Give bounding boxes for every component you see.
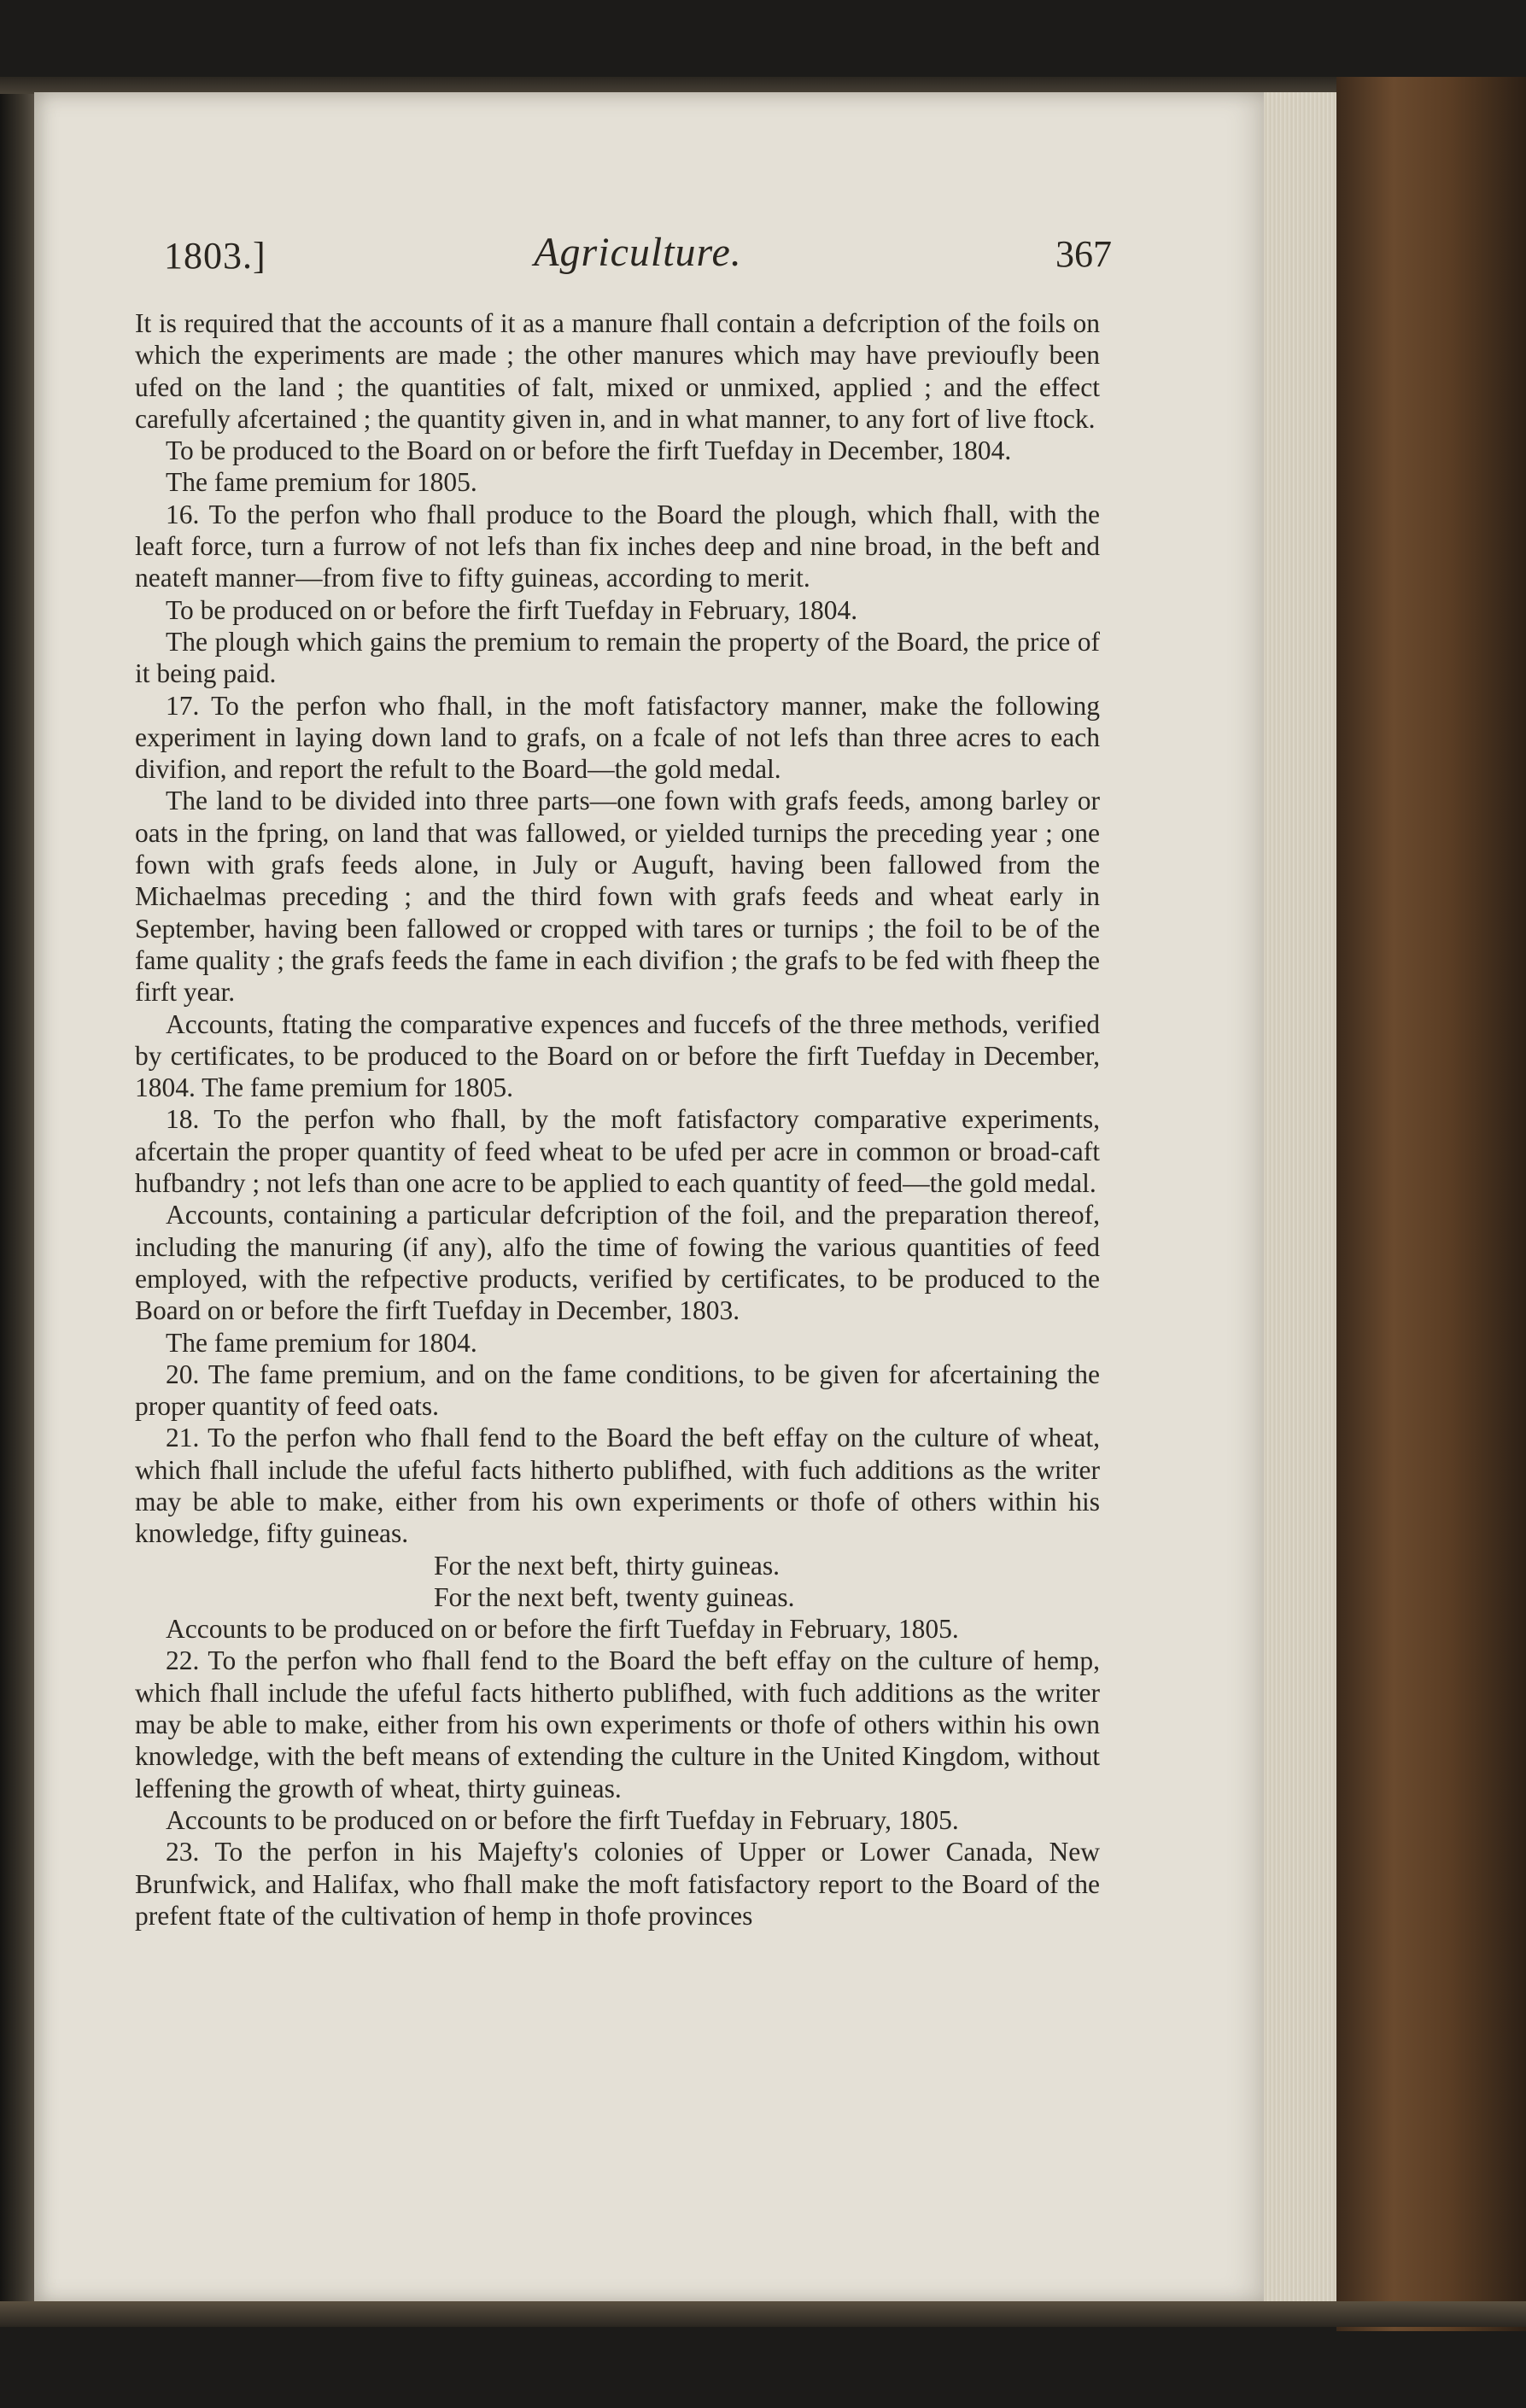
- paragraph-manure-accounts: It is required that the accounts of it as a manure fhall contain a defcription of the foils on which the experiments are made ; the other manures which may have previoufly been ufed on the land ; the quantities of falt, mixed or unmixed, applied ; and the effect carefully afcertained ; the quantity given in, and in what manner, to any fort of live ftock.: [135, 308, 1100, 434]
- paragraph: Accounts to be produced on or before the firft Tuefday in February, 1805.: [166, 1614, 959, 1645]
- paragraph: The plough which gains the premium to remain the property of the Board, the price of it being paid.: [135, 626, 1100, 689]
- page-edges: [1264, 92, 1336, 2304]
- header-title: Agriculture.: [534, 230, 742, 275]
- book-cover-right: [1336, 77, 1526, 2331]
- paragraph: The fame premium for 1805.: [166, 467, 477, 498]
- paragraph-second-prize: For the next beft, thirty guineas.: [434, 1550, 781, 1581]
- paragraph: Accounts to be produced on or before the firft Tuefday in February, 1805.: [166, 1804, 959, 1835]
- paragraph-premium-20: 20. The fame premium, and on the fame conditions, to be given for afcertaining the proper quantity of feed oats.: [135, 1359, 1100, 1422]
- running-header: [164, 229, 1112, 289]
- paragraph-premium-16: 16. To the perfon who fhall produce to the Board the plough, which fhall, with the leaft force, turn a furrow of not lefs than fix inches deep and nine broad, in the beft and neateft manner—from five to fifty guineas, according to merit.: [135, 499, 1100, 593]
- paragraph: To be produced on or before the firft Tuefday in February, 1804.: [166, 594, 858, 625]
- paragraph: The fame premium for 1804.: [166, 1327, 477, 1358]
- body-text: [135, 307, 1100, 1932]
- paragraph: To be produced to the Board on or before the firft Tuefday in December, 1804.: [166, 435, 1012, 466]
- paragraph-third-prize: For the next beft, twenty guineas.: [434, 1581, 795, 1612]
- paragraph: Accounts, ftating the comparative expences and fuccefs of the three methods, verified by certificates, to be produced to the Board on or before the firft Tuefday in December, 1804. The fame premium for 1805.: [135, 1008, 1100, 1103]
- book-left-edge: [0, 94, 36, 2314]
- paragraph-premium-21: 21. To the perfon who fhall fend to the Board the beft effay on the culture of wheat, which fhall include the ufeful facts hitherto publifhed, with fuch additions as the writer may be able to make, either from his own experiments or thofe of others within his knowledge, fifty guineas.: [135, 1423, 1100, 1549]
- paragraph-premium-23: 23. To the perfon in his Majefty's colonies of Upper or Lower Canada, New Brunfwick, and Halifax, who fhall make the moft fatisfactory report to the Board of the prefent ftate of the cultivation of hemp in thofe provinces: [135, 1837, 1100, 1931]
- paragraph-premium-17: 17. To the perfon who fhall, in the moft fatisfactory manner, make the following experiment in laying down land to grafs, on a fcale of not lefs than three acres to each divifion, and report the refult to the Board—the gold medal.: [135, 690, 1100, 785]
- paragraph: The land to be divided into three parts—one fown with grafs feeds, among barley or oats in the fpring, on land that was fallowed, or yielded turnips the preceding year ; one fown with grafs feeds alone, in July or Auguft, having been fallowed from the Michaelmas preceding ; and the third fown with grafs feeds and wheat early in September, having been fallowed or cropped with tares or turnips ; the foil to be of the fame quality ; the grafs feeds the fame in each divifion ; the grafs to be fed with fheep the firft year.: [135, 786, 1100, 1008]
- paragraph-premium-18: 18. To the perfon who fhall, by the moft fatisfactory comparative experiments, afcertain the proper quantity of feed wheat to be ufed per acre in common or broad-caft hufbandry ; not lefs than one acre to be applied to each quantity of feed—the gold medal.: [135, 1104, 1100, 1199]
- paragraph-premium-22: 22. To the perfon who fhall fend to the Board the beft effay on the culture of hemp, which fhall include the ufeful facts hitherto publifhed, with fuch additions as the writer may be able to make, either from his own experiments or thofe of others within his own knowledge, with the beft means of extending the culture in the United Kingdom, without leffening the growth of wheat, thirty guineas.: [135, 1645, 1100, 1803]
- book-cover-bottom: [0, 2301, 1526, 2327]
- header-year: 1803.]: [164, 235, 266, 277]
- page-number: 367: [1055, 233, 1112, 275]
- paragraph: Accounts, containing a particular defcription of the foil, and the preparation thereof, including the manuring (if any), alfo the time of fowing the various quantities of feed employed, with the refpective products, verified by certificates, to be produced to the Board on or before the firft Tuefday in December, 1803.: [135, 1200, 1100, 1326]
